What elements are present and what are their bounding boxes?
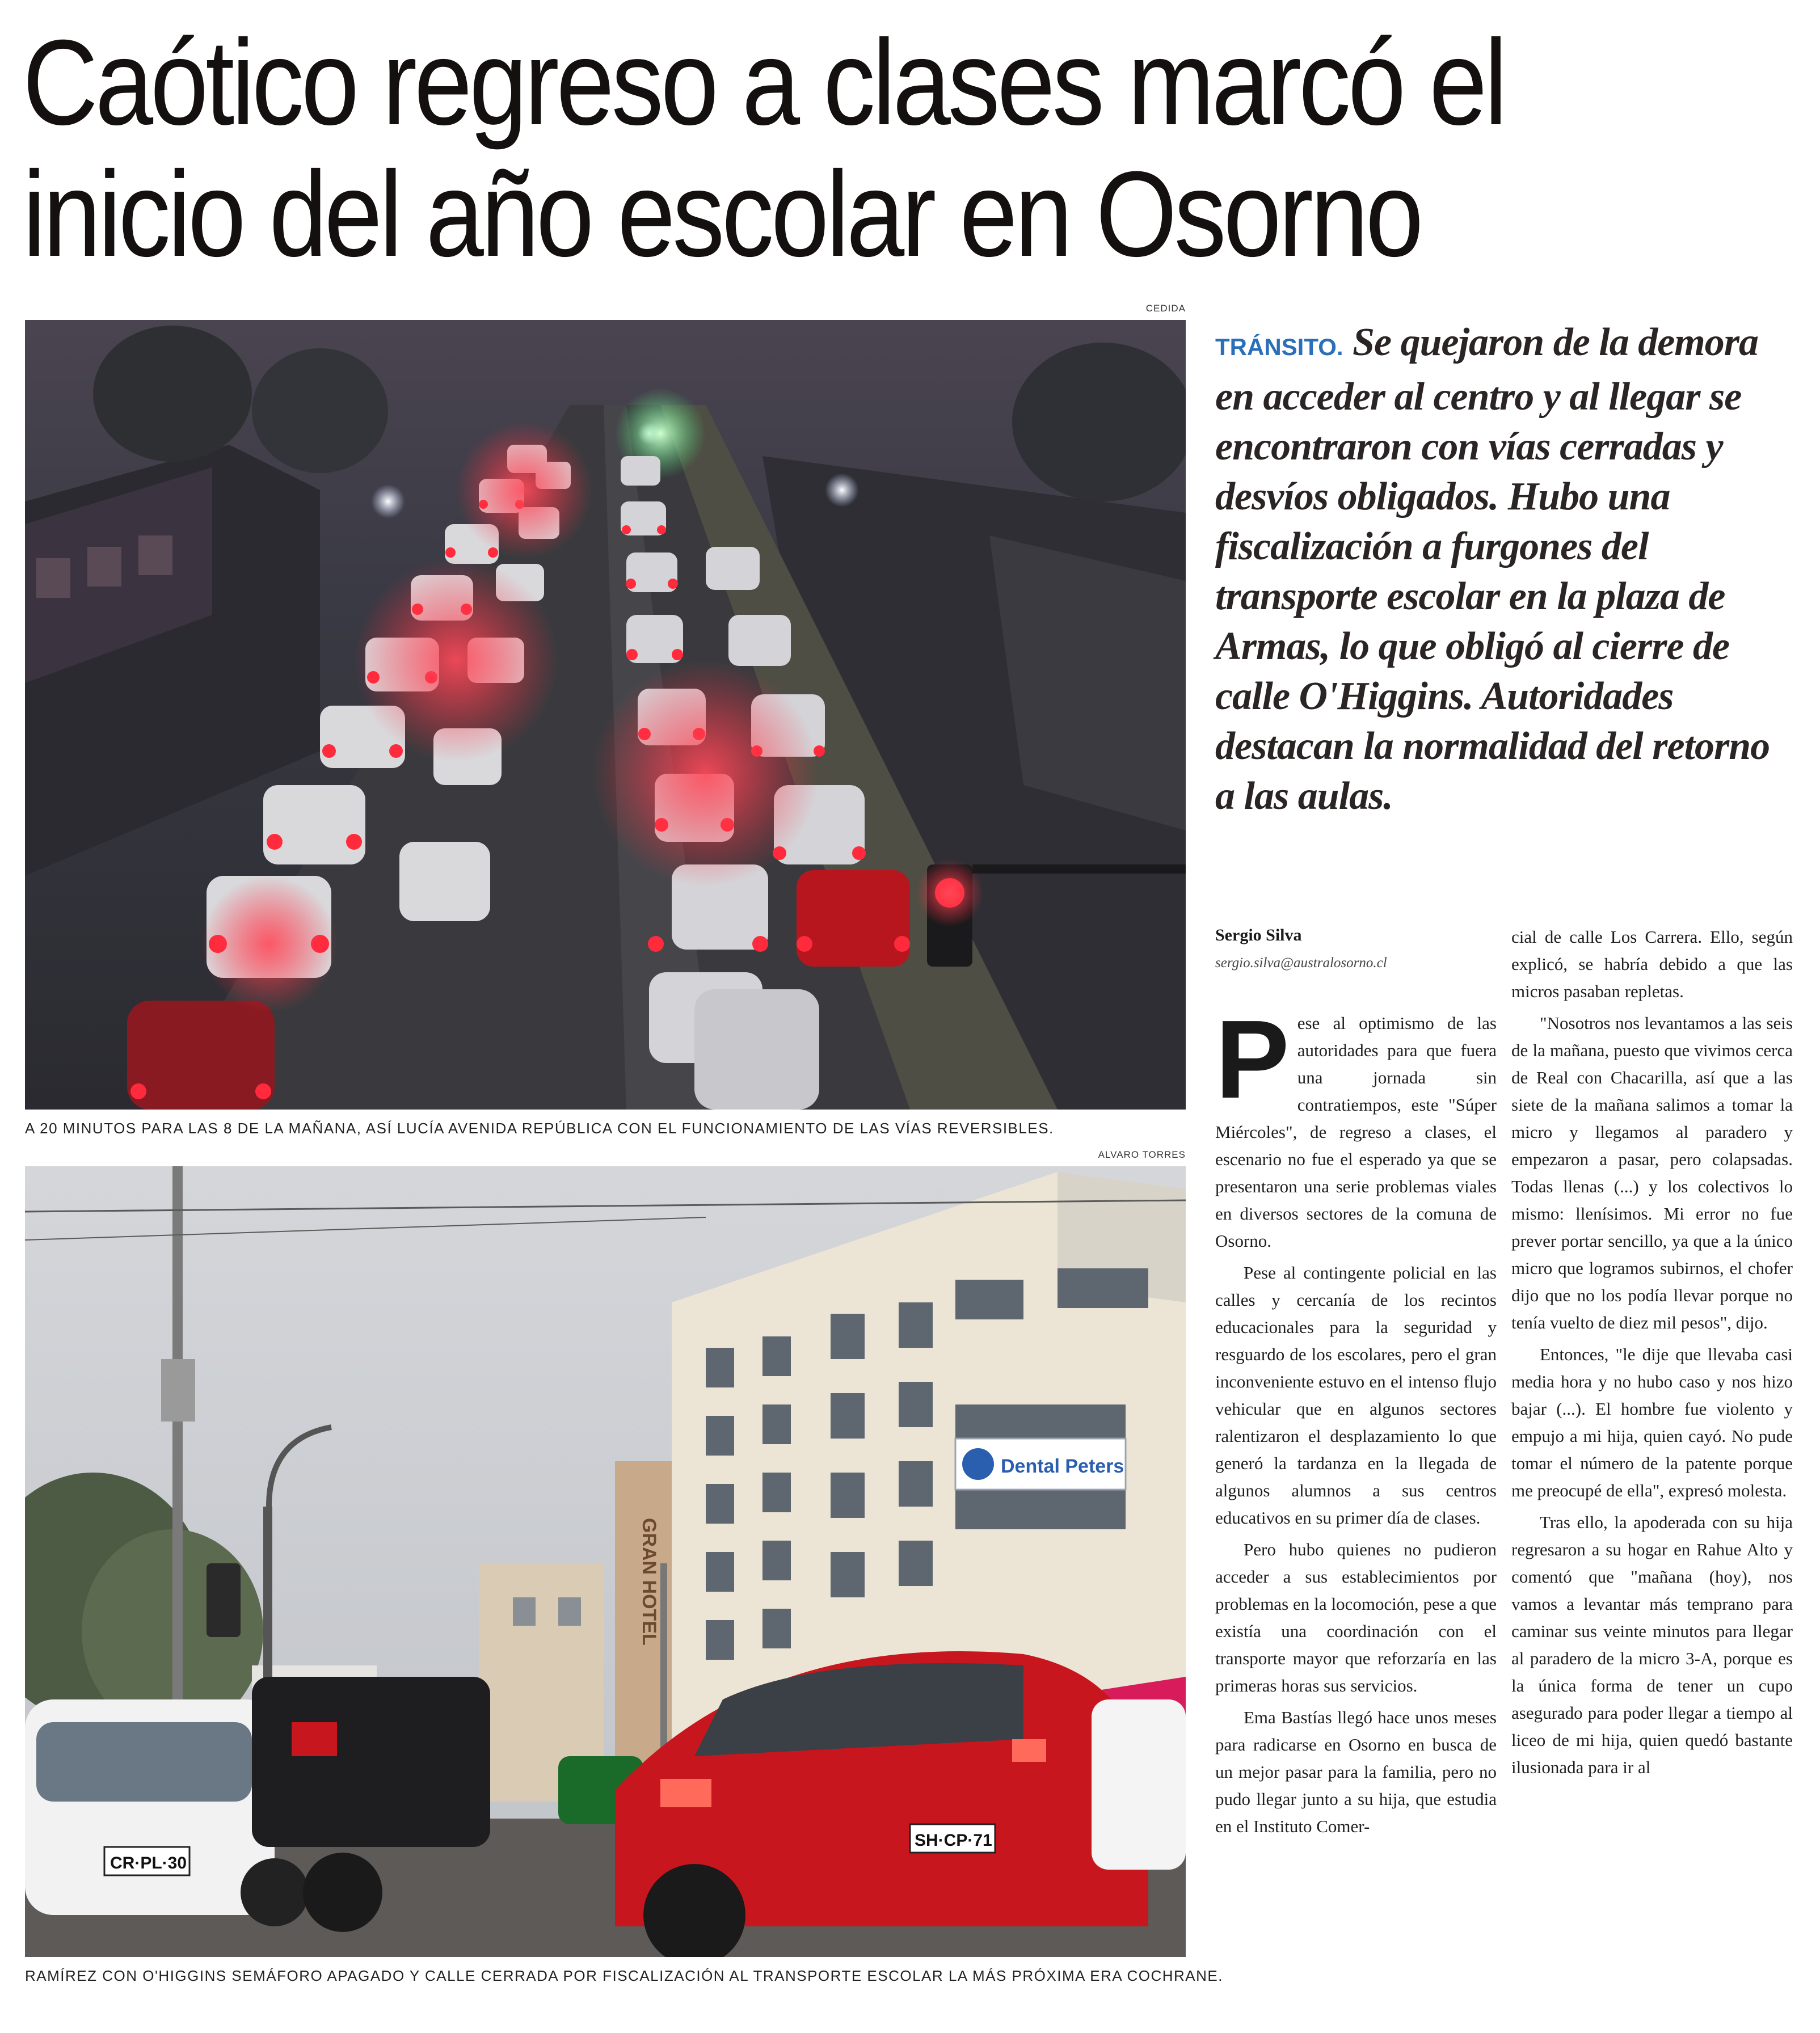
dental-sign-text: Dental Peters [1001,1456,1124,1477]
photo-traffic-night [25,320,1186,1110]
photo2-caption: RAMÍREZ CON O'HIGGINS SEMÁFORO APAGADO Y CALLE CERRADA POR FISCALIZACIÓN AL TRANSPORTE ESCOLAR LA MÁS PRÓXIMA ERA COCHRANE. [25,1967,1223,1984]
body-column-2 [1511,923,1793,1786]
body-paragraph: cial de calle Los Carrera. Ello, según explicó, se habría debido a que las micros pasaban repletas. [1511,927,1793,1001]
body-paragraph [1215,997,1497,1255]
body-paragraph: Pese al contingente policial en las calles y cercanía de los recintos educacionales para la seguridad y resguardo de los escolares, pero el gran inconveniente estuvo en el intenso flujo vehicular que en algunos sectores ralentizaron el desplazamiento lo que generó la tardanza en la llegada de algunos alumnos a sus centros educativos en su primer día de clases. [1215,1263,1497,1528]
body-paragraph: Pero hubo quienes no pudieron acceder a sus establecimientos por problemas en la locomoción, pese a que existía una coordinación con el transporte mayor que reforzaría en las primeras horas sus servicios. [1215,1539,1497,1695]
author-email[interactable]: sergio.silva@australosorno.cl [1215,955,1387,971]
lead-summary [1215,318,1794,821]
gran-hotel-sign: GRAN HOTEL [638,1518,660,1646]
body-paragraph: Tras ello, la apoderada con su hija regresaron a su hogar en Rahue Alto y comentó que "mañana (hoy), nos vamos a levantar más temprano para caminar sus veinte minutos para llegar al paradero de la micro 3-A, porque es la única forma de tener un cupo asegurado para poder llegar a tiempo al liceo de mi hija, quien quedó bastante ilusionada para ir al [1511,1512,1793,1777]
section-kicker: TRÁNSITO. [1215,334,1343,360]
lead-text: Se quejaron de la demora en acceder al centro y al llegar se encontraron con vías cerradas y desvíos obligados. Hubo una fiscalización a furgones del transporte escolar en la plaza de Armas, lo que obligó al cierre de calle O'Higgins. Autoridades destacan la normalidad del retorno a las aulas. [1215,320,1770,818]
photo1-credit: CEDIDA [1145,303,1186,314]
body-column-1 [1215,997,1497,1845]
plate-left: CR·PL·30 [110,1854,187,1872]
author-name: Sergio Silva [1215,926,1302,944]
body-paragraph: Ema Bastías llegó hace unos meses para radicarse en Osorno en busca de un mejor pasar para la familia, pero no pudo llegar junto a su hija, que estudia en el Instituto Comer- [1215,1707,1497,1836]
paragraph-text: ese al optimismo de las autoridades para que fuera una jornada sin contratiempos, este "Súper Miércoles", de regreso a clases, el escenario no fue el esperado ya que se presentaron una serie problemas viales en diversos sectores de la comuna de Osorno. [1215,1013,1497,1251]
body-paragraph: Entonces, "le dije que llevaba casi media hora y no hubo caso y nos hizo bajar (...). El hombre fue violento y empujo a mi hija, quien cayó. No pude tomar el número de la patente porque me preocupé de ella", expresó molesta. [1511,1344,1793,1500]
photo-street-intersection [25,1166,1186,1957]
plate-right: SH·CP·71 [915,1831,992,1850]
drop-cap: P [1215,997,1290,1121]
photo1-caption: A 20 MINUTOS PARA LAS 8 DE LA MAÑANA, ASÍ LUCÍA AVENIDA REPÚBLICA CON EL FUNCIONAMIENTO DE LAS VÍAS REVERSIBLES. [25,1120,1054,1137]
photo2-credit: ALVARO TORRES [1098,1149,1186,1160]
body-paragraph: "Nosotros nos levantamos a las seis de la mañana, puesto que vivimos cerca de Real con Chacarilla, así que a las siete de la mañana salimos a tomar la micro y llegamos al paradero y empezaron a pasar, pero colapsadas. Todas llenas (...) y los colectivos lo mismo: llenísimos. Mi error no fue prever portar sencillo, ya que a la único micro que logramos subirnos, el chofer dijo que no los podía llevar porque no tenía vuelto de diez mil pesos", dijo. [1511,1013,1793,1332]
headline: Caótico regreso a clases marcó el inicio del año escolar en Osorno [23,15,1505,282]
